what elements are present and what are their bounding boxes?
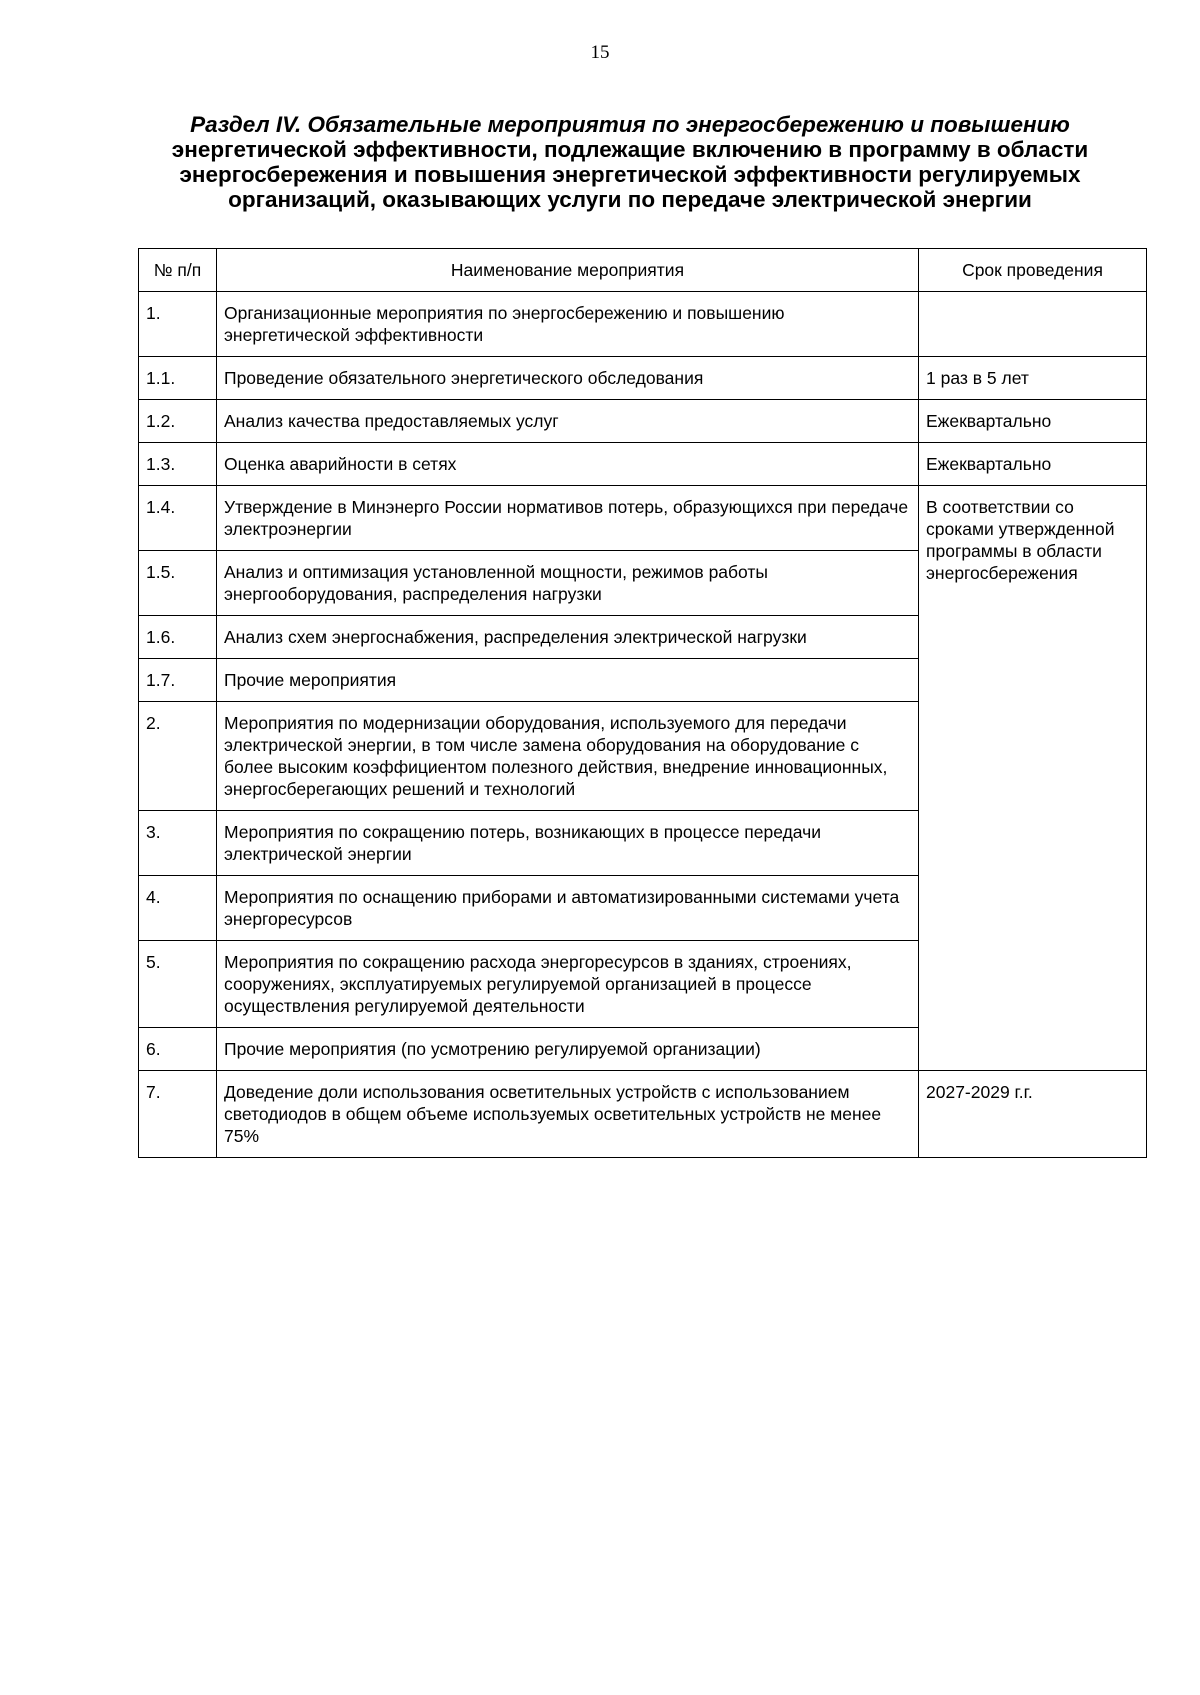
row-term-merged: В соответствии со сроками утвержденной программы в области энергосбережения <box>919 486 1147 1071</box>
row-num: 7. <box>139 1071 217 1158</box>
row-num: 2. <box>139 702 217 811</box>
page-number: 15 <box>590 42 610 63</box>
row-term: Ежеквартально <box>919 400 1147 443</box>
table-row <box>139 1071 1147 1158</box>
row-name: Организационные мероприятия по энергосбережению и повышению энергетической эффективности <box>217 292 919 357</box>
row-name: Прочие мероприятия (по усмотрению регулируемой организации) <box>217 1028 919 1071</box>
row-name: Утверждение в Минэнерго России нормативов потерь, образующихся при передаче электроэнергии <box>217 486 919 551</box>
row-num: 1.6. <box>139 616 217 659</box>
row-name: Прочие мероприятия <box>217 659 919 702</box>
row-name: Мероприятия по модернизации оборудования, используемого для передачи электрической энергии, в том числе замена оборудования на оборудование с более высоким коэффициентом полезного действия, внедрение инновационных, энергосберегающих решений и технологий <box>217 702 919 811</box>
header-num: № п/п <box>139 249 217 292</box>
row-num: 1.4. <box>139 486 217 551</box>
table-row <box>139 443 1147 486</box>
measures-table <box>138 248 1147 1158</box>
row-term: 1 раз в 5 лет <box>919 357 1147 400</box>
row-name: Доведение доли использования осветительных устройств с использованием светодиодов в общем объеме используемых осветительных устройств не менее 75% <box>217 1071 919 1158</box>
table-row <box>139 357 1147 400</box>
row-term <box>919 292 1147 357</box>
row-num: 6. <box>139 1028 217 1071</box>
row-name: Мероприятия по оснащению приборами и автоматизированными системами учета энергоресурсов <box>217 876 919 941</box>
table-row <box>139 486 1147 551</box>
row-name: Проведение обязательного энергетического обследования <box>217 357 919 400</box>
row-name: Оценка аварийности в сетях <box>217 443 919 486</box>
row-name: Анализ и оптимизация установленной мощности, режимов работы энергооборудования, распределения нагрузки <box>217 551 919 616</box>
row-num: 3. <box>139 811 217 876</box>
row-name: Анализ качества предоставляемых услуг <box>217 400 919 443</box>
section-title-rest: энергетической эффективности, подлежащие включению в программу в области энергосбережения и повышения энергетической эффективности регулируемых организаций, оказывающих услуги по передаче электрической энергии <box>171 137 1089 212</box>
header-term: Срок проведения <box>919 249 1147 292</box>
row-name: Анализ схем энергоснабжения, распределения электрической нагрузки <box>217 616 919 659</box>
row-num: 5. <box>139 941 217 1028</box>
row-term: Ежеквартально <box>919 443 1147 486</box>
row-name: Мероприятия по сокращению потерь, возникающих в процессе передачи электрической энергии <box>217 811 919 876</box>
row-num: 1.3. <box>139 443 217 486</box>
row-num: 1.5. <box>139 551 217 616</box>
row-num: 1.2. <box>139 400 217 443</box>
section-title-lead: Раздел IV. Обязательные мероприятия по энергосбережению и повышению <box>190 112 1070 137</box>
table-row <box>139 292 1147 357</box>
row-term: 2027-2029 г.г. <box>919 1071 1147 1158</box>
row-num: 1.1. <box>139 357 217 400</box>
table-row <box>139 400 1147 443</box>
row-num: 1.7. <box>139 659 217 702</box>
table-header-row <box>139 249 1147 292</box>
row-num: 1. <box>139 292 217 357</box>
row-num: 4. <box>139 876 217 941</box>
row-name: Мероприятия по сокращению расхода энергоресурсов в зданиях, строениях, сооружениях, эксплуатируемых регулируемой организацией в процессе осуществления регулируемой деятельности <box>217 941 919 1028</box>
section-title <box>130 112 1130 212</box>
header-name: Наименование мероприятия <box>217 249 919 292</box>
